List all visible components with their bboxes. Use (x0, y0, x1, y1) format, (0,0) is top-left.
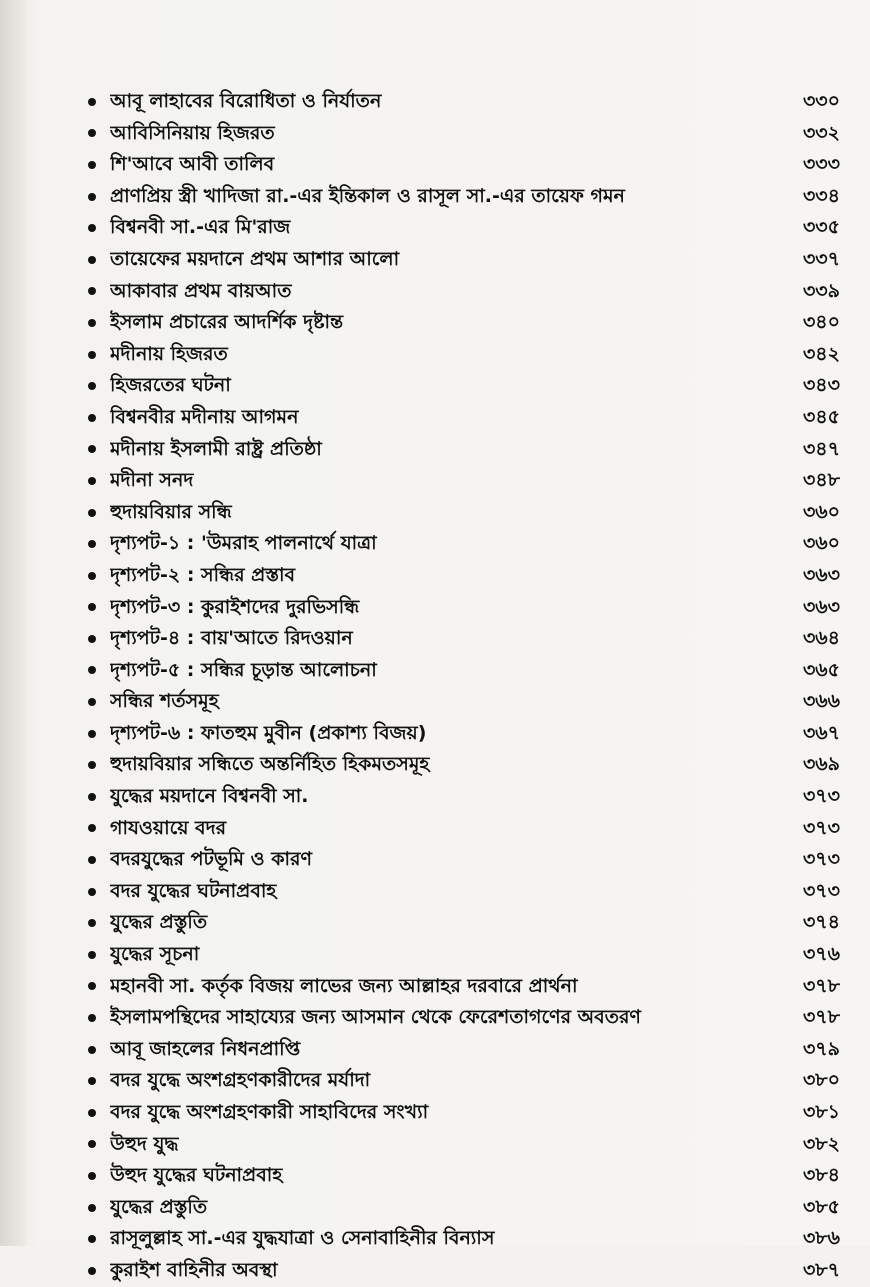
toc-entry-page-number: ৩৭৮ (802, 1006, 840, 1029)
toc-entry-title: প্রাণপ্রিয় স্ত্রী খাদিজা রা.-এর ইন্তিকাল ও রাসূল সা.-এর তায়েফ গমন (110, 184, 625, 207)
toc-entry-page-number: ৩৮০ (802, 1069, 840, 1092)
toc-entry-page-number: ৩৭৪ (802, 911, 840, 934)
bullet-icon (88, 730, 96, 738)
toc-entry (88, 434, 840, 466)
toc-entry-title: যুদ্ধের সূচনা (110, 943, 200, 966)
toc-entry-title: রাসূলুল্লাহ সা.-এর যুদ্ধযাত্রা ও সেনাবাহিনীর বিন্যাস (110, 1227, 495, 1250)
toc-entry (88, 244, 840, 276)
toc-entry-page-number: ৩৪২ (802, 342, 840, 365)
bullet-icon (88, 414, 96, 422)
bullet-icon (88, 982, 96, 990)
bullet-icon (88, 793, 96, 801)
toc-entry-page-number: ৩৭৬ (802, 943, 840, 966)
toc-entry (88, 339, 840, 371)
bullet-icon (88, 445, 96, 453)
toc-entry-title: দৃশ্যপট-৪ : বায়'আতে রিদওয়ান (110, 627, 353, 650)
toc-entry-page-number: ৩৪০ (802, 311, 840, 334)
toc-entry-page-number: ৩৭৩ (802, 816, 840, 839)
bullet-icon (88, 1204, 96, 1212)
bullet-icon (88, 603, 96, 611)
toc-entry-page-number: ৩৭৯ (802, 1037, 840, 1060)
toc-entry (88, 971, 840, 1003)
toc-entry (88, 1065, 840, 1097)
toc-entry-title: কুরাইশ বাহিনীর অবস্থা (110, 1258, 278, 1281)
toc-entry-page-number: ৩৬৩ (802, 595, 840, 618)
bullet-icon (88, 193, 96, 201)
toc-entry (88, 1160, 840, 1192)
toc-entry (88, 655, 840, 687)
bullet-icon (88, 951, 96, 959)
toc-entry (88, 370, 840, 402)
toc-entry-title: ইসলাম প্রচারের আদর্শিক দৃষ্টান্ত (110, 311, 344, 334)
toc-entry (88, 402, 840, 434)
toc-entry-title: যুদ্ধের প্রস্তুতি (110, 911, 208, 934)
toc-entry-title: বদর যুদ্ধে অংশগ্রহণকারীদের মর্যাদা (110, 1069, 371, 1092)
toc-entry-title: দৃশ্যপট-৩ : কুরাইশদের দুরভিসন্ধি (110, 595, 360, 618)
toc-entry-title: আবূ লাহাবের বিরোধিতা ও নির্যাতন (110, 90, 382, 112)
bullet-icon (88, 888, 96, 896)
toc-entry-title: সন্ধির শর্তসমূহ (110, 690, 219, 713)
toc-entry-page-number: ৩৩২ (802, 121, 840, 144)
toc-entry (88, 781, 840, 813)
bullet-icon (88, 98, 96, 106)
toc-entry-page-number: ৩৬৫ (802, 658, 840, 681)
toc-entry (88, 876, 840, 908)
toc-entry (88, 592, 840, 624)
bullet-icon (88, 129, 96, 137)
bullet-icon (88, 698, 96, 706)
toc-entry-title: যুদ্ধের প্রস্তুতি (110, 1195, 208, 1218)
toc-entry-title: বিশ্বনবী সা.-এর মি'রাজ (110, 216, 291, 239)
toc-entry-page-number: ৩৬৯ (802, 753, 840, 776)
toc-entry-title: মদীনা সনদ (110, 469, 194, 492)
toc-entry-title: হিজরতের ঘটনা (110, 374, 231, 397)
bullet-icon (88, 572, 96, 580)
toc-entry-title: দৃশ্যপট-৬ : ফাতহুম মুবীন (প্রকাশ্য বিজয়) (110, 721, 427, 744)
toc-entry-title: যুদ্ধের ময়দানে বিশ্বনবী সা. (110, 785, 309, 808)
page-gutter-shadow (0, 0, 26, 1246)
toc-entry-title: আবিসিনিয়ায় হিজরত (110, 121, 275, 144)
bullet-icon (88, 1172, 96, 1180)
toc-entry-page-number: ৩৬৭ (802, 721, 840, 744)
toc-entry-page-number: ৩৪৮ (802, 469, 840, 492)
toc-entry-title: বদর যুদ্ধে অংশগ্রহণকারী সাহাবিদের সংখ্যা (110, 1101, 429, 1123)
bullet-icon (88, 1014, 96, 1022)
toc-entry-page-number: ৩৬৩ (802, 563, 840, 586)
toc-entry-page-number: ৩৬০ (802, 500, 840, 523)
bullet-icon (88, 761, 96, 769)
toc-entry-page-number: ৩৮৪ (802, 1164, 840, 1187)
bullet-icon (88, 635, 96, 643)
toc-entry-page-number: ৩৮১ (802, 1101, 840, 1123)
bullet-icon (88, 1077, 96, 1085)
toc-entry-title: উহুদ যুদ্ধ (110, 1132, 179, 1155)
toc-entry-page-number: ৩৪৩ (802, 374, 840, 397)
bullet-icon (88, 1267, 96, 1275)
toc-entry-page-number: ৩৭৮ (802, 974, 840, 997)
toc-entry-page-number: ৩৭৩ (802, 848, 840, 871)
toc-entry-title: হুদায়বিয়ার সন্ধিতে অন্তর্নিহিত হিকমতসমূহ (110, 753, 430, 776)
toc-entry-title: আকাবার প্রথম বায়আত (110, 279, 292, 302)
toc-entry (88, 560, 840, 592)
toc-entry-title: দৃশ্যপট-২ : সন্ধির প্রস্তাব (110, 563, 296, 586)
toc-entry-title: শি'আবে আবী তালিব (110, 153, 275, 176)
bullet-icon (88, 1140, 96, 1148)
bullet-icon (88, 1046, 96, 1054)
toc-entry-page-number: ৩৩৪ (802, 184, 840, 207)
toc-entry-title: মদীনায় হিজরত (110, 342, 228, 365)
toc-entry-title: হুদায়বিয়ার সন্ধি (110, 500, 232, 523)
bullet-icon (88, 224, 96, 232)
toc-entry (88, 844, 840, 876)
toc-entry-title: দৃশ্যপট-১ : 'উমরাহ পালনার্থে যাত্রা (110, 532, 377, 555)
table-of-contents (88, 86, 840, 1287)
bullet-icon (88, 161, 96, 169)
toc-entry-page-number: ৩৮২ (802, 1132, 840, 1155)
toc-entry-page-number: ৩৭৩ (802, 879, 840, 902)
toc-entry-page-number: ৩৪৫ (802, 405, 840, 428)
bullet-icon (88, 477, 96, 485)
toc-entry-page-number: ৩৩৯ (802, 279, 840, 302)
toc-entry (88, 212, 840, 244)
toc-entry-page-number: ৩৩৩ (802, 153, 840, 176)
toc-entry-title: তায়েফের ময়দানে প্রথম আশার আলো (110, 247, 400, 270)
toc-entry-page-number: ৩৮৭ (802, 1258, 840, 1281)
toc-entry (88, 1097, 840, 1129)
toc-entry-title: ইসলামপন্থিদের সাহায্যের জন্য আসমান থেকে ফেরেশতাগণের অবতরণ (110, 1006, 641, 1029)
bullet-icon (88, 540, 96, 548)
toc-entry-title: উহুদ যুদ্ধের ঘটনাপ্রবাহ (110, 1164, 283, 1187)
bullet-icon (88, 319, 96, 327)
toc-entry-title: বিশ্বনবীর মদীনায় আগমন (110, 405, 299, 428)
toc-entry-page-number: ৩৮৬ (802, 1227, 840, 1250)
toc-entry (88, 86, 840, 118)
toc-entry (88, 181, 840, 213)
toc-entry (88, 497, 840, 529)
toc-entry-page-number: ৩৬৪ (802, 627, 840, 650)
toc-entry (88, 307, 840, 339)
toc-entry-title: গাযওয়ায়ে বদর (110, 816, 227, 839)
toc-entry-title: মদীনায় ইসলামী রাষ্ট্র প্রতিষ্ঠা (110, 437, 322, 460)
toc-entry-page-number: ৩৪৭ (802, 437, 840, 460)
toc-entry-page-number: ৩৭৩ (802, 785, 840, 808)
toc-entry (88, 623, 840, 655)
toc-entry-page-number: ৩৩৫ (802, 216, 840, 239)
toc-entry-page-number: ৩৮৫ (802, 1195, 840, 1218)
toc-entry (88, 718, 840, 750)
toc-entry (88, 1129, 840, 1161)
toc-entry (88, 907, 840, 939)
toc-entry (88, 749, 840, 781)
toc-entry-page-number: ৩৩৭ (802, 247, 840, 270)
toc-entry (88, 1223, 840, 1255)
toc-entry (88, 686, 840, 718)
toc-entry (88, 118, 840, 150)
toc-entry (88, 528, 840, 560)
toc-entry (88, 813, 840, 845)
toc-entry (88, 939, 840, 971)
toc-entry (88, 1002, 840, 1034)
bullet-icon (88, 351, 96, 359)
bullet-icon (88, 287, 96, 295)
bullet-icon (88, 856, 96, 864)
bullet-icon (88, 256, 96, 264)
bullet-icon (88, 509, 96, 517)
bullet-icon (88, 919, 96, 927)
toc-entry (88, 276, 840, 308)
toc-entry-title: মহানবী সা. কর্তৃক বিজয় লাভের জন্য আল্লাহর দরবারে প্রার্থনা (110, 974, 578, 997)
toc-entry-title: দৃশ্যপট-৫ : সন্ধির চূড়ান্ত আলোচনা (110, 658, 377, 681)
toc-entry-page-number: ৩৬৬ (802, 690, 840, 713)
toc-entry-title: আবূ জাহলের নিধনপ্রাপ্তি (110, 1037, 301, 1060)
toc-entry (88, 149, 840, 181)
toc-entry-page-number: ৩৬০ (802, 532, 840, 555)
toc-entry-page-number: ৩৩০ (802, 90, 840, 112)
toc-entry (88, 465, 840, 497)
bullet-icon (88, 1109, 96, 1117)
toc-entry (88, 1034, 840, 1066)
bullet-icon (88, 666, 96, 674)
toc-entry-title: বদর যুদ্ধের ঘটনাপ্রবাহ (110, 879, 277, 902)
toc-entry (88, 1255, 840, 1287)
bullet-icon (88, 824, 96, 832)
toc-entry (88, 1192, 840, 1224)
toc-entry-title: বদরযুদ্ধের পটভূমি ও কারণ (110, 848, 312, 871)
bullet-icon (88, 1235, 96, 1243)
bullet-icon (88, 382, 96, 390)
